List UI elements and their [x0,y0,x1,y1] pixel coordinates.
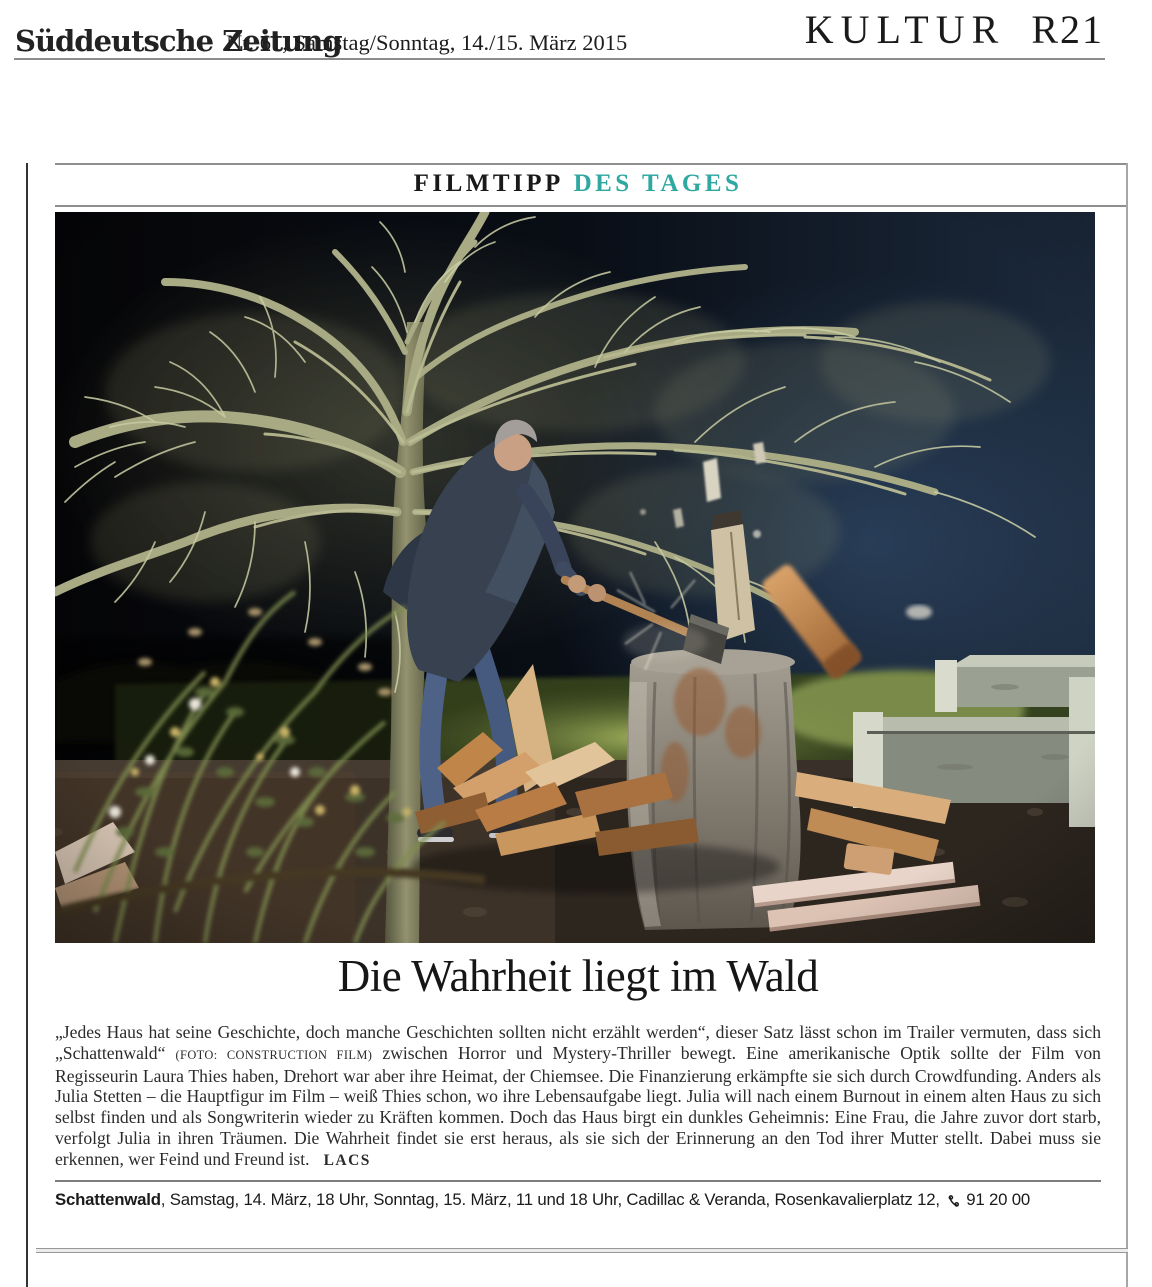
kicker-rule-bottom [55,205,1126,207]
kicker-black: FILMTIPP [413,170,564,197]
masthead-rule [14,58,1105,60]
listing-details: , Samstag, 14. März, 18 Uhr, Sonntag, 15. März, 11 und 18 Uhr, Cadillac & Veranda, Rosenkavalierplatz 12, [160,1190,945,1209]
section-name: KULTUR [804,7,1006,52]
body-lead: „Jedes Haus hat seine Geschichte, doch manche Geschichten sollten nicht erzählt werden“, dieser Satz lässt schon im Trailer vermuten, dass sich „Schattenwald“ [55,1022,1101,1063]
phone-handset-icon [948,1192,963,1212]
film-still-photo [55,212,1095,943]
kicker-rule-top [55,163,1126,165]
column-rule-right [1126,163,1128,1287]
column-rule-left [26,163,28,1287]
kicker-teal: DES TAGES [573,170,743,197]
page-number: R21 [1031,7,1104,52]
listing-film-title: Schattenwald [55,1190,161,1209]
author-byline: LACS [323,1151,371,1169]
body-rest: zwischen Horror und Mystery-Thriller bewegt. Eine amerikanische Optik sollte der Film von Regisseurin Laura Thies haben, Drehort war aber ihre Heimat, der Chiemsee. Die Finanzierung erkämpfte sie sich durch Crowdfunding. Anders als Julia Stetten – die Hauptfigur im Film – weiß Thies schon, wo ihre Lebensaufgabe liegt. Julia will nach einem Burnout in einem alten Haus zu sich selbst finden und als Songwriterin wieder zu Kräften kommen. Doch das Haus birgt ein dunkles Geheimnis: Eine Frau, die Jahre zuvor dort starb, verfolgt Julia in ihren Träumen. Die Wahrheit findet sie erst heraus, als sie sich der Erinnerung an den Tod ihrer Mutter stellt. Dabei muss sie erkennen, wer Feind und Freund ist. [55,1042,1101,1169]
section-header [805,6,1104,53]
screening-listing [55,1190,1115,1212]
issue-date-line: Nr. 61, Samstag/Sonntag, 14./15. März 2015 [226,30,628,55]
listing-rule [55,1180,1101,1182]
newspaper-logo: Süddeutsche Zeitung [15,24,342,58]
page-bottom-rule [36,1248,1128,1253]
article-headline: Die Wahrheit liegt im Wald [337,951,819,1001]
article-body [55,1022,1101,1172]
kicker [55,170,1101,198]
listing-phone-number: 91 20 00 [966,1190,1031,1209]
photo-credit: (FOTO: CONSTRUCTION FILM) [175,1047,373,1062]
